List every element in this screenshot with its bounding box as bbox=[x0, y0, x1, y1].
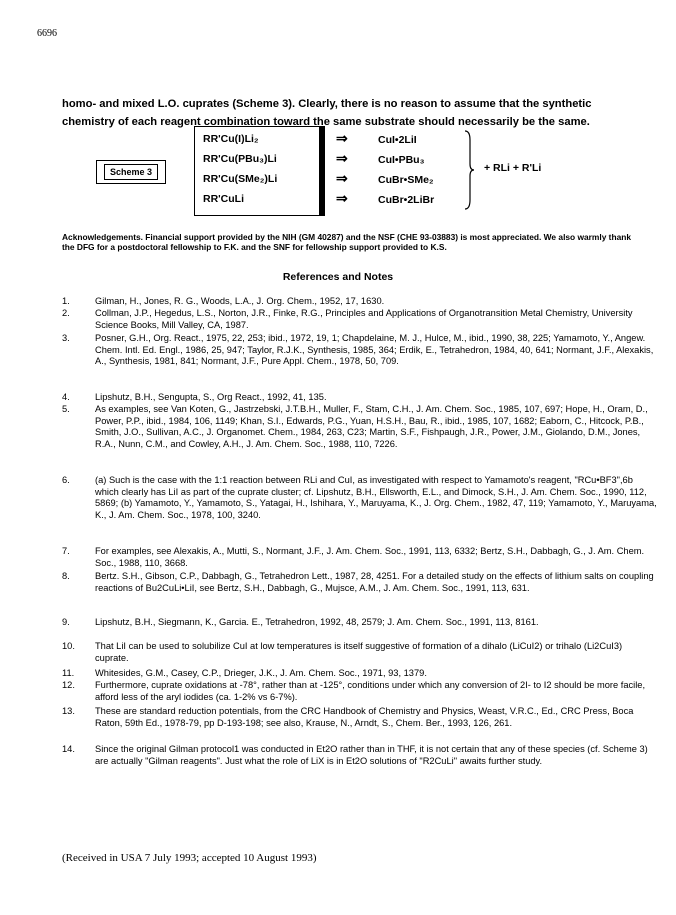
product-2: CuI•PBu₃ bbox=[378, 154, 425, 166]
reference-number: 7. bbox=[62, 546, 70, 556]
reference-number: 10. bbox=[62, 641, 75, 651]
reference-text: Posner, G.H., Org. React., 1975, 22, 253; ibid., 1972, 19, 1; Chapdelaine, M. J., Hulce, M., ibid., 1990, 38, 225; Yamamoto, Y., Angew. Chem. Intl. Ed. Engl., 1986, 25, 947; Taylor, R.J.K., Synthesis, 1985, 364; Erdik, E., Tetrahedron, 1984, 40, 641; Normant, J.F., Alexakis, A., Synthesis, 1981, 841; Normant, J.F., Pure Appl. Chem., 1978, 50, 709. bbox=[95, 333, 654, 367]
arrow-1: ⇒ bbox=[336, 130, 348, 146]
reference-text: (a) Such is the case with the 1:1 reaction between RLi and CuI, as investigated with respect to Yamamoto's reagent, "RCu•BF3",6b which clearly has LiI as part of the cuprate cluster; cf. Lipshutz, B.H., Ellsworth, E.L., and Dimock, S.H., J. Am. Chem. Soc., 1990, 112, 5869; (b) Yamamoto, Y., Yamamoto, S., Yatagai, H., Ishihara, Y., Maruyama, K., J. Org. Chem., 1982, 47, 119; Yamamoto, Y., Maruyama, K., J. Am. Chem. Soc., 1978, 100, 3240. bbox=[95, 475, 657, 520]
reference-text: These are standard reduction potentials, from the CRC Handbook of Chemistry and Physics, Weast, V.R.C., Ed., CRC Press, Boca Raton, 59th Ed., 1978-79, pp D-193-198; see also, Krause, N., Arndt, S., Chem. Ber., 1993, 126, 261. bbox=[95, 706, 634, 728]
arrow-4: ⇒ bbox=[336, 190, 348, 206]
reference-text: Since the original Gilman protocol1 was conducted in Et2O rather than in THF, it is not certain that any of these species (cf. Scheme 3) are actually "Gilman reagents". Just what the role of LiX is in Et2O solutions of "R2CuLi" awaits further study. bbox=[95, 744, 648, 766]
reference-text: Furthermore, cuprate oxidations at -78°, rather than at -125°, conditions under which any conversion of 2I- to I2 should be more facile, afford less of the aryl iodides (ca. 1-2% vs 6-7%). bbox=[95, 680, 646, 702]
reference-text: Whitesides, G.M., Casey, C.P., Drieger, J.K., J. Am. Chem. Soc., 1971, 93, 1379. bbox=[95, 668, 427, 678]
reference-text: Lipshutz, B.H., Siegmann, K., Garcia. E., Tetrahedron, 1992, 48, 2579; J. Am. Chem. Soc., 1991, 113, 8161. bbox=[95, 617, 539, 627]
scheme-label: Scheme 3 bbox=[104, 164, 158, 180]
reference-number: 5. bbox=[62, 404, 70, 414]
reference-number: 14. bbox=[62, 744, 75, 754]
reference-number: 12. bbox=[62, 680, 75, 690]
reference-number: 4. bbox=[62, 392, 70, 402]
product-4: CuBr•2LiBr bbox=[378, 194, 435, 206]
received-date: (Received in USA 7 July 1993; accepted 10 August 1993) bbox=[62, 852, 317, 864]
scheme-right-side: + RLi + R'Li bbox=[484, 162, 542, 174]
reference-number: 6. bbox=[62, 475, 70, 485]
reagent-box bbox=[194, 126, 325, 216]
scheme-label-box bbox=[96, 160, 166, 184]
reference-text: As examples, see Van Koten, G., Jastrzebski, J.T.B.H., Muller, F., Stam, C.H., J. Am. Chem. Soc., 1985, 107, 697; Hope, H., Oram, D., Power, P.P., ibid., 1984, 106, 1149; Khan, S.I., Edwards, P.G., Yuan, H.S.H., Bau, R., ibid., 1985, 107, 1682; Eaborn, C., Hitcock, P.B., Smith, J.O., Sullivan, A.C., J. Organomet. Chem., 1984, 263, C23; Martin, S.F., Fishpaugh, J.R., Power, J.M., Giolando, D.M., Jones, R.A., Nunn, C.M., and Cowley, A.H., J. Am. Chem. Soc., 1988, 110, 7226. bbox=[95, 404, 648, 449]
reference-number: 8. bbox=[62, 571, 70, 581]
reference-text: Gilman, H., Jones, R. G., Woods, L.A., J. Org. Chem., 1952, 17, 1630. bbox=[95, 296, 385, 306]
reference-number: 2. bbox=[62, 308, 70, 318]
reference-number: 3. bbox=[62, 333, 70, 343]
intro-paragraph: homo- and mixed L.O. cuprates (Scheme 3). Clearly, there is no reason to assume that the synthetic chemistry of each reagent combination toward the same substrate should necessarily be the same. bbox=[62, 98, 592, 128]
reference-number: 11. bbox=[62, 668, 75, 678]
right-brace bbox=[464, 130, 474, 210]
references-heading: References and Notes bbox=[282, 271, 394, 283]
arrow-2: ⇒ bbox=[336, 150, 348, 166]
reference-number: 1. bbox=[62, 296, 70, 306]
reference-text: Lipshutz, B.H., Sengupta, S., Org React., 1992, 41, 135. bbox=[95, 392, 327, 402]
product-1: CuI•2LiI bbox=[378, 134, 417, 146]
reagent-4: RR'CuLi bbox=[203, 193, 244, 205]
reference-text: Collman, J.P., Hegedus, L.S., Norton, J.R., Finke, R.G., Principles and Applications of Organotransition Metal Chemistry, University Science Books, Mill Valley, CA, 1987. bbox=[95, 308, 633, 330]
reference-number: 13. bbox=[62, 706, 75, 716]
reagent-1: RR'Cu(I)Li₂ bbox=[203, 133, 259, 145]
reference-text: For examples, see Alexakis, A., Mutti, S., Normant, J.F., J. Am. Chem. Soc., 1991, 113, 6332; Bertz, S.H., Dabbagh, G., J. Am. Chem. Soc., 1988, 110, 3668. bbox=[95, 546, 645, 568]
reagent-2: RR'Cu(PBu₃)Li bbox=[203, 153, 277, 165]
page-number: 6696 bbox=[37, 28, 57, 39]
reference-text: That LiI can be used to solubilize CuI at low temperatures is itself suggestive of formation of a dihalo (LiCuI2) or trihalo (Li2CuI3) cuprate. bbox=[95, 641, 623, 663]
reference-number: 9. bbox=[62, 617, 70, 627]
arrow-3: ⇒ bbox=[336, 170, 348, 186]
reagent-3: RR'Cu(SMe₂)Li bbox=[203, 173, 278, 185]
acknowledgements: Acknowledgements. Financial support provided by the NIH (GM 40287) and the NSF (CHE 93-03883) is most appreciated. We also warmly thank the DFG for a postdoctoral fellowship to F.K. and the SNF for fellowship support provided to K.S. bbox=[62, 232, 632, 252]
product-3: CuBr•SMe₂ bbox=[378, 174, 434, 186]
reference-text: Bertz. S.H., Gibson, C.P., Dabbagh, G., Tetrahedron Lett., 1987, 28, 4251. For a detailed study on the effects of lithium salts on coupling reactions of Bu2CuLi•LiI, see Bertz, S.H., Dabbagh, G., Mujsce, A.M., J. Am. Chem. Soc., 1991, 113, 631. bbox=[95, 571, 654, 593]
